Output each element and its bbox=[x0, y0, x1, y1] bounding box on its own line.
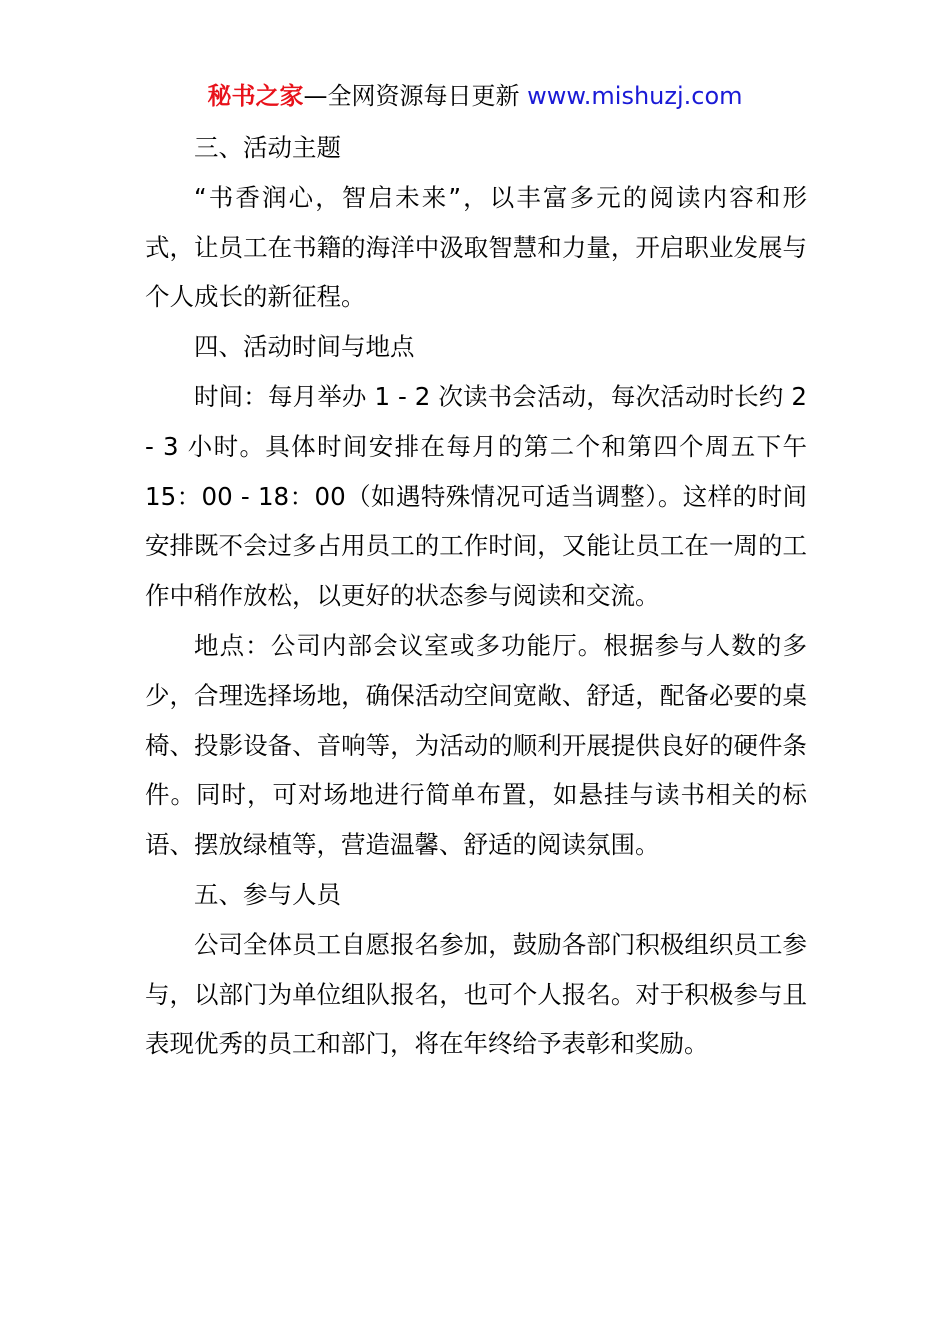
site-tagline: —全网资源每日更新 bbox=[303, 82, 528, 110]
paragraph-participants: 公司全体员工自愿报名参加，鼓励各部门积极组织员工参与，以部门为单位组队报名，也可个人报名。对于积极参与且表现优秀的员工和部门，将在年终给予表彰和奖励。 bbox=[145, 929, 807, 1059]
site-brand: 秘书之家 bbox=[207, 82, 304, 110]
section-heading-time-place: 四、活动时间与地点 bbox=[194, 332, 415, 362]
paragraph-time: 时间：每月举办 1 - 2 次读书会活动，每次活动时长约 2 - 3 小时。具体时间安排在每月的第二个和第四个周五下午 15：00 - 18：00（如遇特殊情况可适当调整）。这样的时间安排既不会过多占用员工的工作时间，又能让员工在一周的工作中稍作放松，以更好的状态参与阅读和交流。 bbox=[145, 381, 807, 611]
paragraph-place: 地点：公司内部会议室或多功能厅。根据参与人数的多少，合理选择场地，确保活动空间宽敞、舒适，配备必要的桌椅、投影设备、音响等，为活动的顺利开展提供良好的硬件条件。同时，可对场地进行简单布置，如悬挂与读书相关的标语、摆放绿植等，营造温馨、舒适的阅读氛围。 bbox=[145, 630, 807, 860]
paragraph-theme: “书香润心，智启未来”，以丰富多元的阅读内容和形式，让员工在书籍的海洋中汲取智慧和力量，开启职业发展与个人成长的新征程。 bbox=[145, 182, 807, 312]
site-url-link[interactable]: www.mishuzj.com bbox=[527, 82, 743, 110]
section-heading-theme: 三、活动主题 bbox=[194, 133, 341, 162]
section-heading-participants: 五、参与人员 bbox=[194, 879, 341, 909]
document-body bbox=[145, 123, 807, 1069]
site-header bbox=[0, 80, 950, 112]
